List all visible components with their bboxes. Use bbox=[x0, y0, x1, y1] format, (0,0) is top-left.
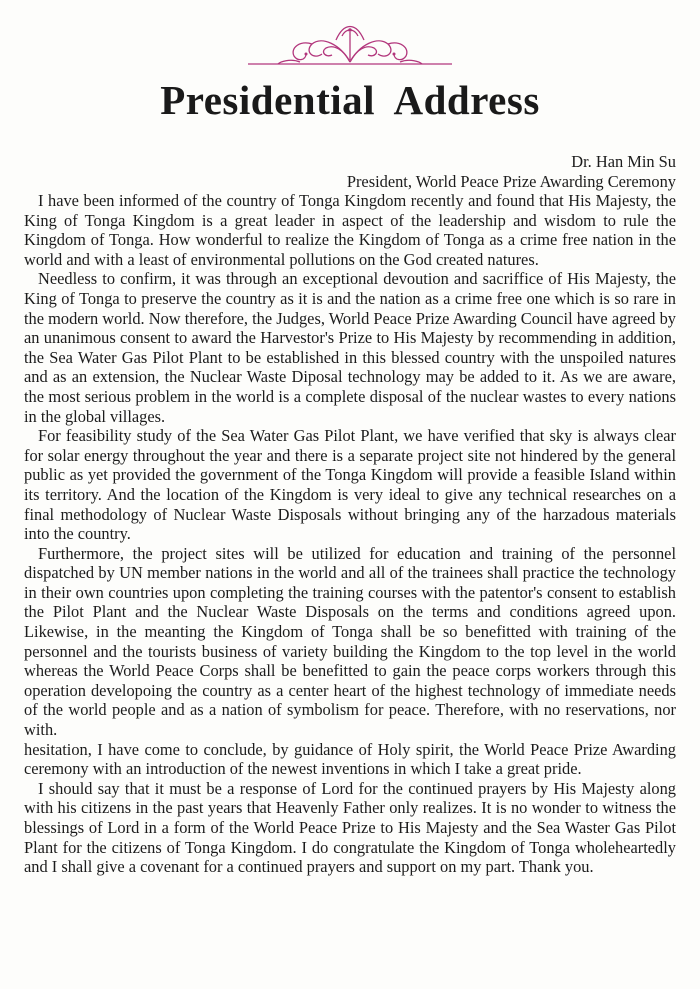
author-name: Dr. Han Min Su bbox=[571, 152, 676, 171]
paragraph-2: Needless to confirm, it was through an exceptional devoution and sacriffice of His Majesty, the King of Tonga to preserve the country as it is and the nation as a crime free one which is so rare in the modern world. Now therefore, the Judges, World Peace Prize Awarding Council have agreed by an unanimous consent to award the Harvestor's Prize to His Majesty by recommending in addition, the Sea Water Gas Pilot Plant to be established in this blessed country with the unspoiled natures and as an extension, the Nuclear Waste Diposal technology may be added to it. As we are aware, the most serious problem in the world is a complete disposal of the nuclear wastes to every nations in the global villages. bbox=[24, 269, 676, 426]
paragraph-3: For feasibility study of the Sea Water Gas Pilot Plant, we have verified that sky is always clear for solar energy throughout the year and there is a separate project site not hindered by the general public as yet provided the government of the Tonga Kingdom will provide a feasible Island within its territory. And the location of the Kingdom is very ideal to give any technical researches on a final methodology of Nuclear Waste Disposals without bringing any of the harzadous materials into the country. bbox=[24, 426, 676, 544]
paragraph-6: I should say that it must be a response of Lord for the continued prayers by His Majesty along with his citizens in the past years that Heavenly Father only realizes. It is no wonder to witness the blessings of Lord in a form of the World Peace Prize to His Majesty and the Sea Waster Gas Pilot Plant for the citizens of Tonga Kingdom. I do congratulate the Kingdom of Tonga wholeheartedly and I shall give a covenant for a continued prayers and support on my part. Thank you. bbox=[24, 778, 676, 877]
author-role: President, World Peace Prize Awarding Ceremony bbox=[346, 172, 676, 191]
paragraph-5: hesitation, I have come to conclude, by guidance of Holy spirit, the World Peace Prize Awarding ceremony with an introduction of the newest inventions in which I take a great pride. bbox=[24, 739, 676, 779]
page-title: Presidential Address bbox=[160, 77, 540, 123]
paragraph-1: I have been informed of the country of Tonga Kingdom recently and found that His Majesty, the King of Tonga Kingdom is a great leader in aspect of the leadership and wisdom to rule the Kingdom of Tonga. How wonderful to realize the Kingdom of Tonga as a crime free nation in the world and with a least of environmental pollutions on the God created natures. bbox=[24, 191, 676, 269]
paragraph-4: Furthermore, the project sites will be utilized for education and training of the personnel dispatched by UN member nations in the world and all of the trainees shall practice the technology in their own countries upon completing the training courses with the patentor's consent to establish the Pilot Plant and the Nuclear Waste Disposals on the terms and conditions agreed upon. Likewise, in the meanting the Kingdom of Tonga shall be so benefitted with training of the personnel and the tourists business of variety building the Kingdom to the top level in the world whereas the World Peace Corps shall be benefitted to gain the peace corps workers through this operation developoing the country as a center heart of the highest technology of immediate needs of the world people and as a nation of symbolism for peace. Therefore, with no reservations, nor with. bbox=[24, 543, 676, 740]
author-byline bbox=[347, 152, 676, 192]
ornamental-scroll-icon bbox=[0, 14, 700, 70]
address-body bbox=[24, 191, 676, 877]
